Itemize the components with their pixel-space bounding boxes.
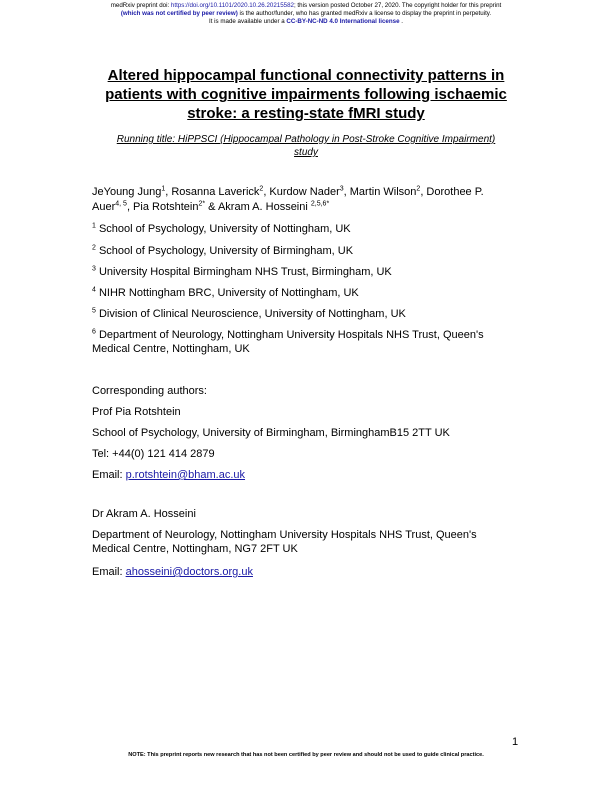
author-name: , Dorothee P. [420, 186, 484, 198]
email-link-hosseini[interactable]: ahosseini@doctors.org.uk [125, 566, 253, 578]
running-title-line-1: Running title: HiPPSCI (Hippocampal Pathology in Post-Stroke Cognitive Impairment) [116, 134, 496, 145]
address-line-2: Medical Centre, Nottingham, NG7 2FT UK [92, 543, 298, 555]
affiliation-2 [92, 244, 532, 258]
affiliation-number: 6 [92, 328, 96, 336]
author-affil-sup: 3 [339, 185, 344, 193]
affiliation-text: NIHR Nottingham BRC, University of Nottingham, UK [95, 287, 359, 299]
affiliation-number: 2 [92, 244, 96, 252]
affiliation-number: 5 [92, 307, 96, 315]
preprint-footer-note: NOTE: This preprint reports new research that has not been certified by peer review and should not be used to guide clinical practice. [128, 752, 484, 758]
corresponding-author-1-email-row [92, 468, 532, 482]
author-affil-sup: 1 [161, 185, 166, 193]
corresponding-author-1-address: School of Psychology, University of Birmingham, BirminghamB15 2TT UK [92, 427, 450, 439]
banner-peer-review-note: (which was not certified by peer review) [120, 10, 238, 17]
corresponding-author-1-name: Prof Pia Rotshtein [92, 406, 181, 418]
affiliation-number: 4 [92, 286, 96, 294]
banner-doi-prefix: medRxiv preprint doi: [110, 2, 171, 9]
affiliation-text: Division of Clinical Neuroscience, University of Nottingham, UK [95, 308, 406, 320]
banner-line1-text: ; this version posted October 27, 2020. The copyright holder for this preprint [293, 2, 502, 9]
title-line-2: patients with cognitive impairments following ischaemic [105, 86, 507, 103]
author-affil-sup: 2 [259, 185, 264, 193]
affiliation-4 [92, 286, 532, 300]
author-name: Auer [92, 201, 116, 213]
author-affil-sup: 2* [198, 200, 206, 208]
author-name: , Kurdow Nader [263, 186, 340, 198]
license-link[interactable]: CC-BY-NC-ND 4.0 International license [286, 18, 400, 25]
affiliation-number: 3 [92, 265, 96, 273]
affiliation-5 [92, 307, 532, 321]
author-name: JeYoung Jung [92, 186, 162, 198]
paper-title [80, 66, 532, 123]
address-line-1: Department of Neurology, Nottingham University Hospitals NHS Trust, Queen's [92, 529, 477, 541]
preprint-banner [0, 2, 612, 26]
corresponding-author-2-email-row [92, 565, 532, 579]
affiliation-3 [92, 265, 532, 279]
affiliation-number: 1 [92, 222, 96, 230]
doi-link[interactable]: https://doi.org/10.1101/2020.10.26.20215582 [170, 2, 294, 9]
title-line-1: Altered hippocampal functional connectivity patterns in [107, 67, 505, 84]
corresponding-author-1-phone: Tel: +44(0) 121 414 2879 [92, 448, 215, 460]
affiliation-text-cont: Medical Centre, Nottingham, UK [92, 343, 250, 355]
affiliation-text: Department of Neurology, Nottingham University Hospitals NHS Trust, Queen's [95, 329, 484, 341]
author-list [92, 185, 532, 215]
page-number: 1 [512, 736, 519, 748]
affiliation-text: School of Psychology, University of Birmingham, UK [95, 245, 354, 257]
banner-line-2 [0, 10, 612, 18]
author-affil-sup: 2,5,6* [310, 200, 330, 208]
running-title [88, 133, 524, 159]
affiliation-text: School of Psychology, University of Nottingham, UK [95, 223, 351, 235]
author-name: & Akram A. Hosseini [205, 201, 311, 213]
banner-line3-end: . [399, 18, 403, 25]
affiliation-6 [92, 328, 532, 356]
corresponding-author-2-address [92, 528, 532, 556]
corresponding-heading: Corresponding authors: [92, 385, 207, 397]
banner-line-3 [0, 18, 612, 26]
banner-line2-text: is the author/funder, who has granted medRxiv a license to display the preprint in perpetuity. [237, 10, 492, 17]
email-link-rotshtein[interactable]: p.rotshtein@bham.ac.uk [125, 469, 246, 481]
running-title-line-2: study [294, 147, 318, 158]
author-name: , Rosanna Laverick [165, 186, 260, 198]
affiliation-text: University Hospital Birmingham NHS Trust, Birmingham, UK [95, 266, 392, 278]
title-line-3: stroke: a resting-state fMRI study [187, 105, 425, 122]
author-affil-sup: 2 [416, 185, 421, 193]
email-label: Email: [92, 469, 126, 481]
corresponding-author-2-name: Dr Akram A. Hosseini [92, 508, 196, 520]
author-name: , Pia Rotshtein [126, 201, 199, 213]
author-name: , Martin Wilson [343, 186, 417, 198]
author-affil-sup: 4, 5 [115, 200, 127, 208]
banner-license-prefix: It is made available under a [209, 18, 287, 25]
email-label: Email: [92, 566, 126, 578]
affiliation-1 [92, 222, 532, 236]
banner-line-1 [0, 2, 612, 10]
